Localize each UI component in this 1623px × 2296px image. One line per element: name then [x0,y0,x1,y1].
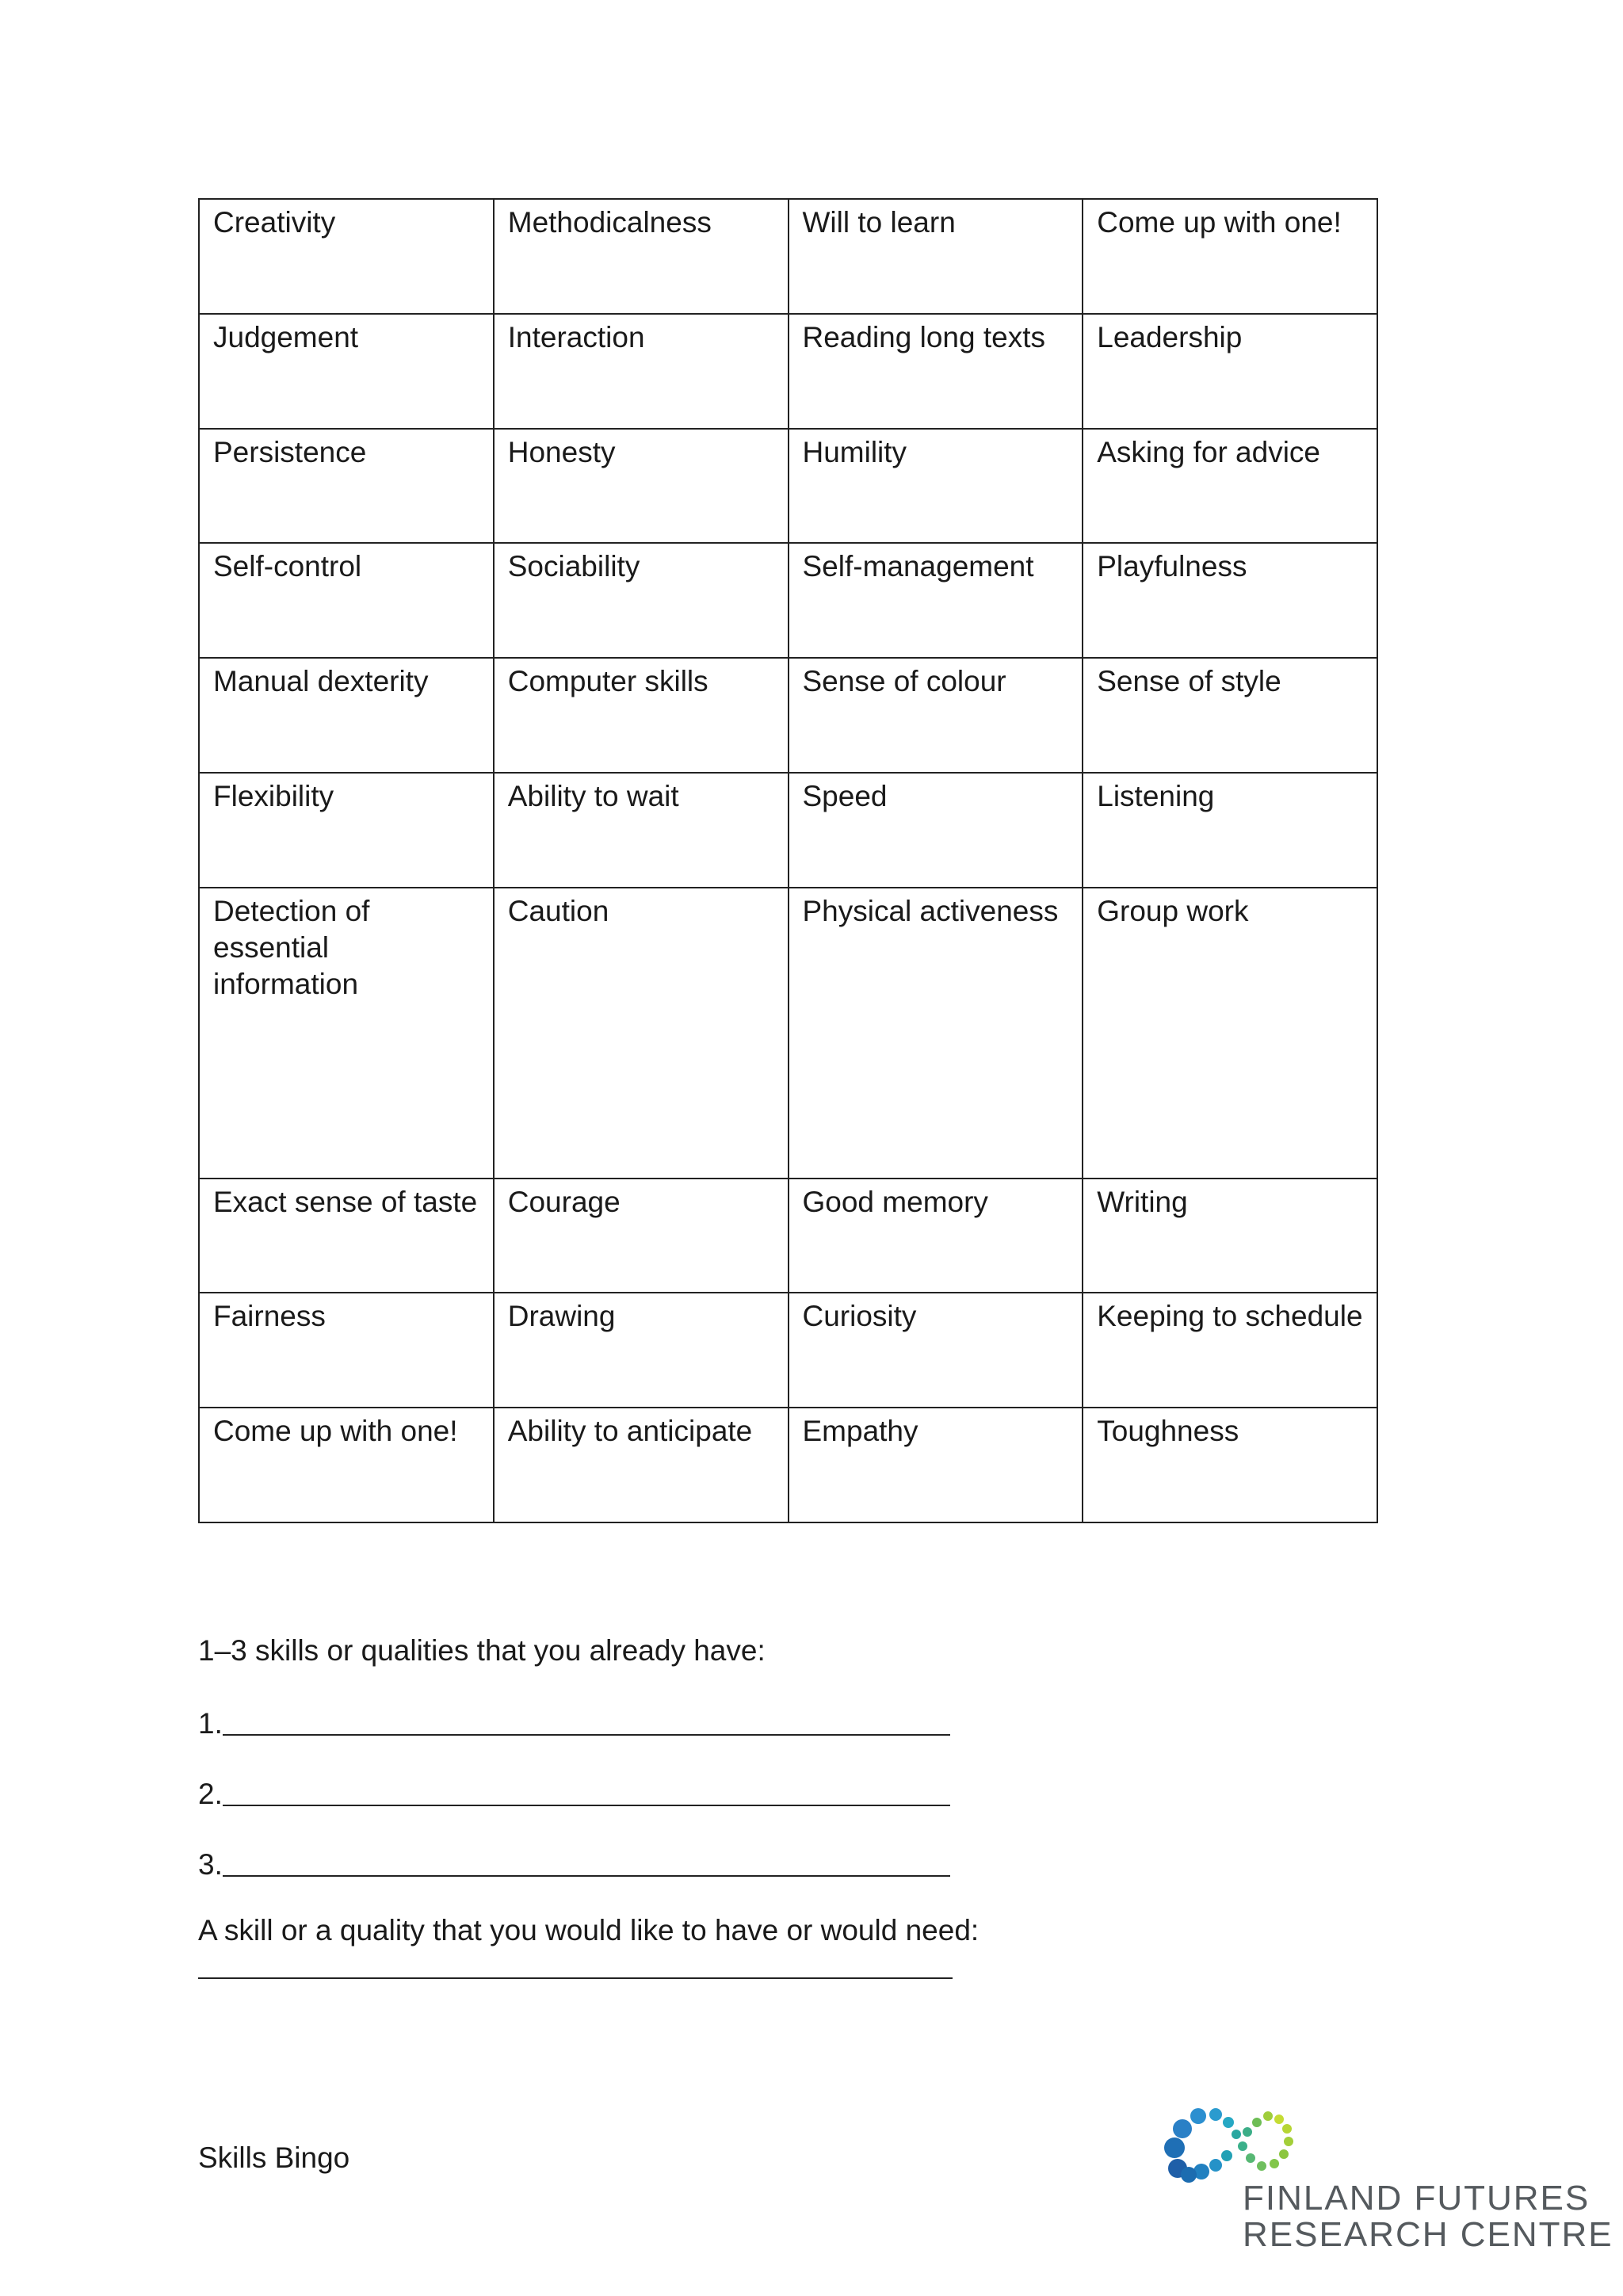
grid-row [199,199,1377,314]
grid-row [199,429,1377,544]
answer-line-1[interactable] [198,1706,950,1742]
grid-cell: Honesty [494,429,789,544]
grid-cell: Keeping to schedule [1083,1293,1377,1408]
grid-cell: Toughness [1083,1408,1377,1522]
grid-row [199,773,1377,888]
grid-cell: Drawing [494,1293,789,1408]
grid-cell: Fairness [199,1293,494,1408]
grid-cell: Group work [1083,888,1377,1179]
grid-cell: Curiosity [789,1293,1083,1408]
grid-cell: Will to learn [789,199,1083,314]
logo-text-line-1: FINLAND FUTURES [1243,2179,1591,2218]
grid-cell: Sociability [494,543,789,658]
answer-line-desired[interactable] [198,1977,953,1985]
footer-title: Skills Bingo [198,2141,350,2174]
grid-cell: Physical activeness [789,888,1083,1179]
answer-line-3[interactable] [198,1847,950,1883]
grid-cell: Speed [789,773,1083,888]
grid-cell: Humility [789,429,1083,544]
answer-blank[interactable] [198,1977,953,1979]
grid-cell: Come up with one! [199,1408,494,1522]
grid-cell: Courage [494,1179,789,1293]
answer-number: 2. [198,1778,223,1810]
grid-cell: Good memory [789,1179,1083,1293]
grid-cell: Reading long texts [789,314,1083,429]
grid-cell: Judgement [199,314,494,429]
answer-blank[interactable] [223,1805,950,1806]
grid-cell: Self-control [199,543,494,658]
grid-cell: Listening [1083,773,1377,888]
answer-blank[interactable] [223,1875,950,1877]
grid-row [199,1179,1377,1293]
grid-cell: Empathy [789,1408,1083,1522]
grid-row [199,543,1377,658]
grid-cell: Caution [494,888,789,1179]
grid-cell: Manual dexterity [199,658,494,773]
grid-cell: Detection of essential information [199,888,494,1179]
grid-cell: Playfulness [1083,543,1377,658]
grid-cell: Come up with one! [1083,199,1377,314]
grid-row [199,658,1377,773]
answer-number: 1. [198,1707,223,1740]
grid-cell: Sense of style [1083,658,1377,773]
grid-cell: Asking for advice [1083,429,1377,544]
grid-cell: Computer skills [494,658,789,773]
grid-cell: Exact sense of taste [199,1179,494,1293]
grid-row [199,1408,1377,1522]
answer-blank[interactable] [223,1734,950,1736]
grid-cell: Leadership [1083,314,1377,429]
grid-cell: Ability to anticipate [494,1408,789,1522]
grid-cell: Writing [1083,1179,1377,1293]
logo-text-line-2: RESEARCH CENTRE [1243,2215,1613,2254]
answer-line-2[interactable] [198,1776,950,1813]
grid-row [199,314,1377,429]
grid-cell: Persistence [199,429,494,544]
prompt-existing-skills: 1–3 skills or qualities that you already have: [198,1634,766,1667]
grid-cell: Interaction [494,314,789,429]
grid-cell: Methodicalness [494,199,789,314]
grid-cell: Self-management [789,543,1083,658]
answer-number: 3. [198,1848,223,1881]
grid-row [199,888,1377,1179]
grid-cell: Ability to wait [494,773,789,888]
grid-cell: Sense of colour [789,658,1083,773]
prompt-desired-skill: A skill or a quality that you would like to have or would need: [198,1914,980,1946]
grid-cell: Creativity [199,199,494,314]
grid-row [199,1293,1377,1408]
finland-futures-research-centre-logo [1163,2099,1613,2257]
grid-cell: Flexibility [199,773,494,888]
skills-bingo-grid [198,198,1378,1523]
